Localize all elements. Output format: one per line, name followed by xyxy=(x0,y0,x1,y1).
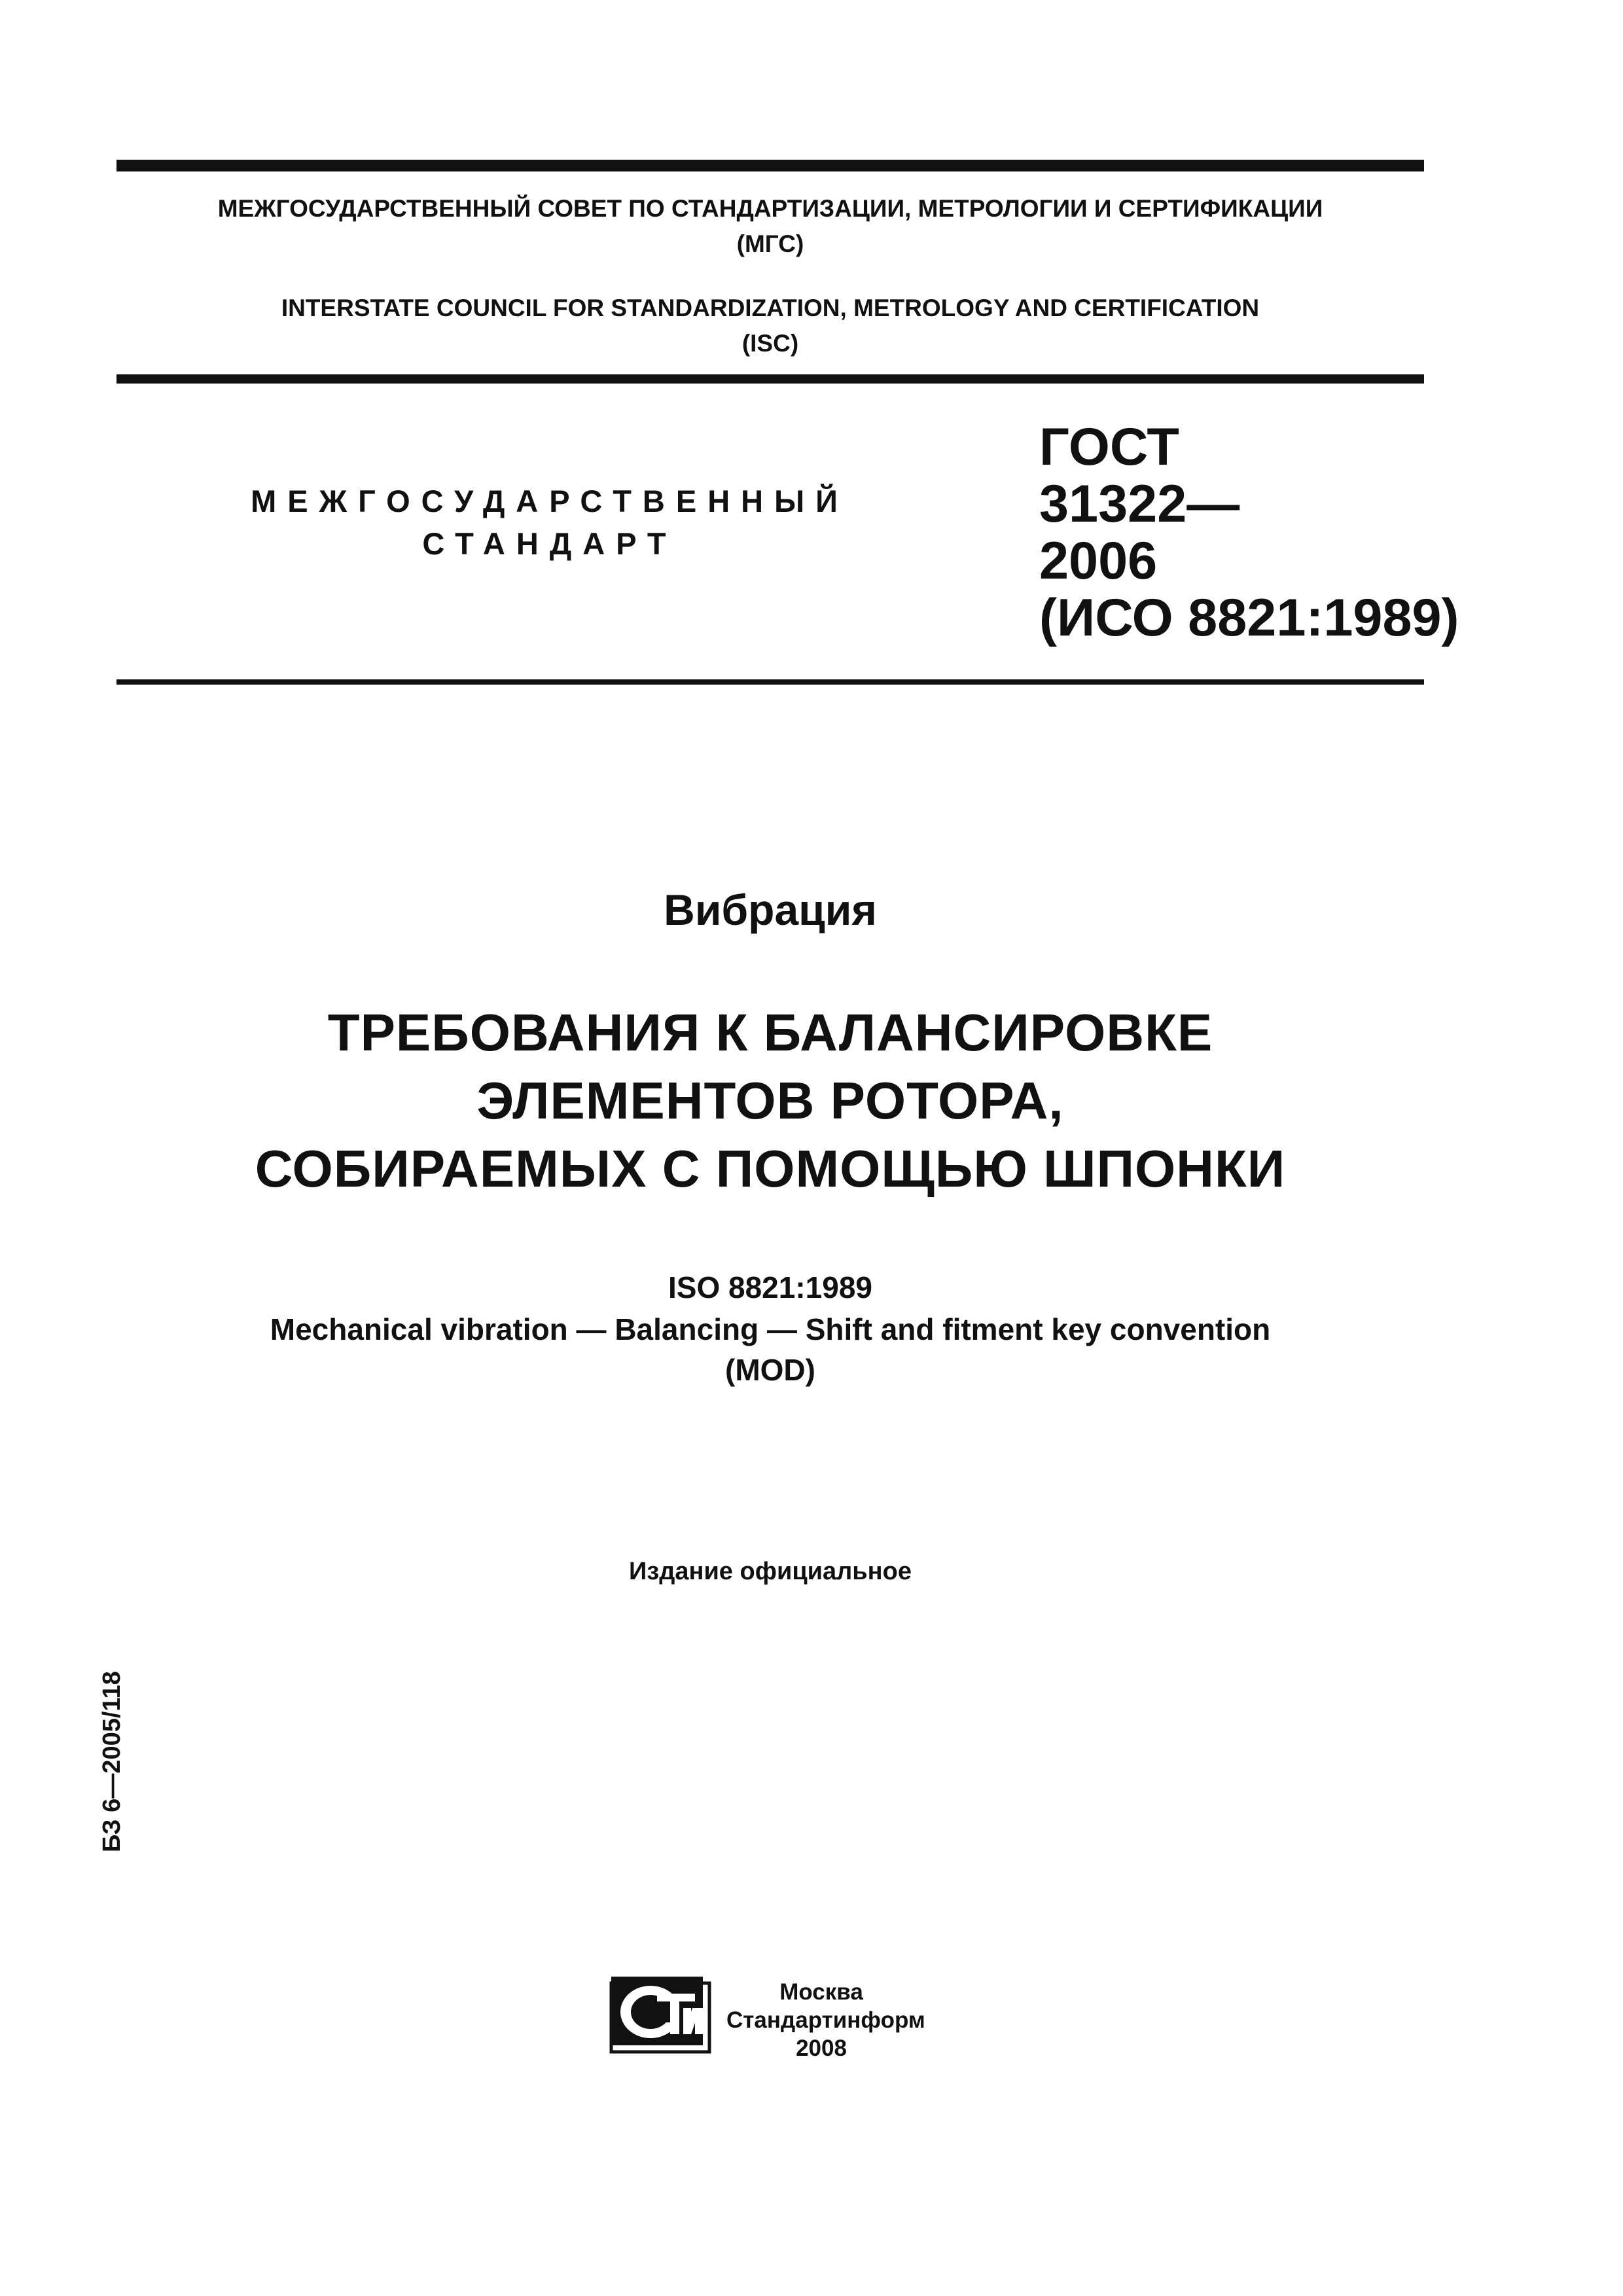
title-line-1: ТРЕБОВАНИЯ К БАЛАНСИРОВКЕ xyxy=(327,1003,1213,1062)
designation-rule xyxy=(116,679,1424,685)
publisher-year: 2008 xyxy=(796,2036,847,2061)
publisher-block xyxy=(726,1978,925,2062)
standard-type-line1: МЕЖГОСУДАРСТВЕННЫЙ xyxy=(251,484,849,518)
title-line-2: ЭЛЕМЕНТОВ РОТОРА, xyxy=(476,1071,1064,1130)
top-rule xyxy=(116,160,1424,171)
council-abbr-ru: (МГС) xyxy=(736,230,804,257)
designation-prefix: ГОСТ xyxy=(1039,418,1179,476)
subject-heading: Вибрация xyxy=(664,886,877,934)
council-name-ru: МЕЖГОСУДАРСТВЕННЫЙ СОВЕТ ПО СТАНДАРТИЗАЦИИ, МЕТРОЛОГИИ И СЕРТИФИКАЦИИ xyxy=(217,195,1323,222)
iso-number: ISO 8821:1989 xyxy=(668,1270,872,1304)
standard-designation xyxy=(1039,419,1459,647)
designation-number: 31322— xyxy=(1039,475,1240,533)
designation-year: 2006 xyxy=(1039,531,1158,590)
publisher-name: Стандартинформ xyxy=(726,2007,925,2033)
council-abbr-en: (ISC) xyxy=(741,330,799,357)
header-rule xyxy=(116,374,1424,384)
publisher-city: Москва xyxy=(779,1979,863,2005)
iso-degree: (MOD) xyxy=(725,1353,815,1387)
standard-type-line2: СТАНДАРТ xyxy=(422,526,677,561)
designation-iso-ref: (ИСО 8821:1989) xyxy=(1039,588,1459,647)
side-code: БЗ 6—2005/118 xyxy=(98,1671,126,1852)
iso-title: Mechanical vibration — Balancing — Shift and fitment key convention xyxy=(270,1312,1271,1346)
council-name-en: INTERSTATE COUNCIL FOR STANDARDIZATION, METROLOGY AND CERTIFICATION xyxy=(281,295,1260,321)
edition-label: Издание официальное xyxy=(629,1558,912,1585)
title-line-3: СОБИРАЕМЫХ С ПОМОЩЬЮ ШПОНКИ xyxy=(255,1139,1286,1198)
standartinform-logo-icon xyxy=(609,1974,713,2054)
